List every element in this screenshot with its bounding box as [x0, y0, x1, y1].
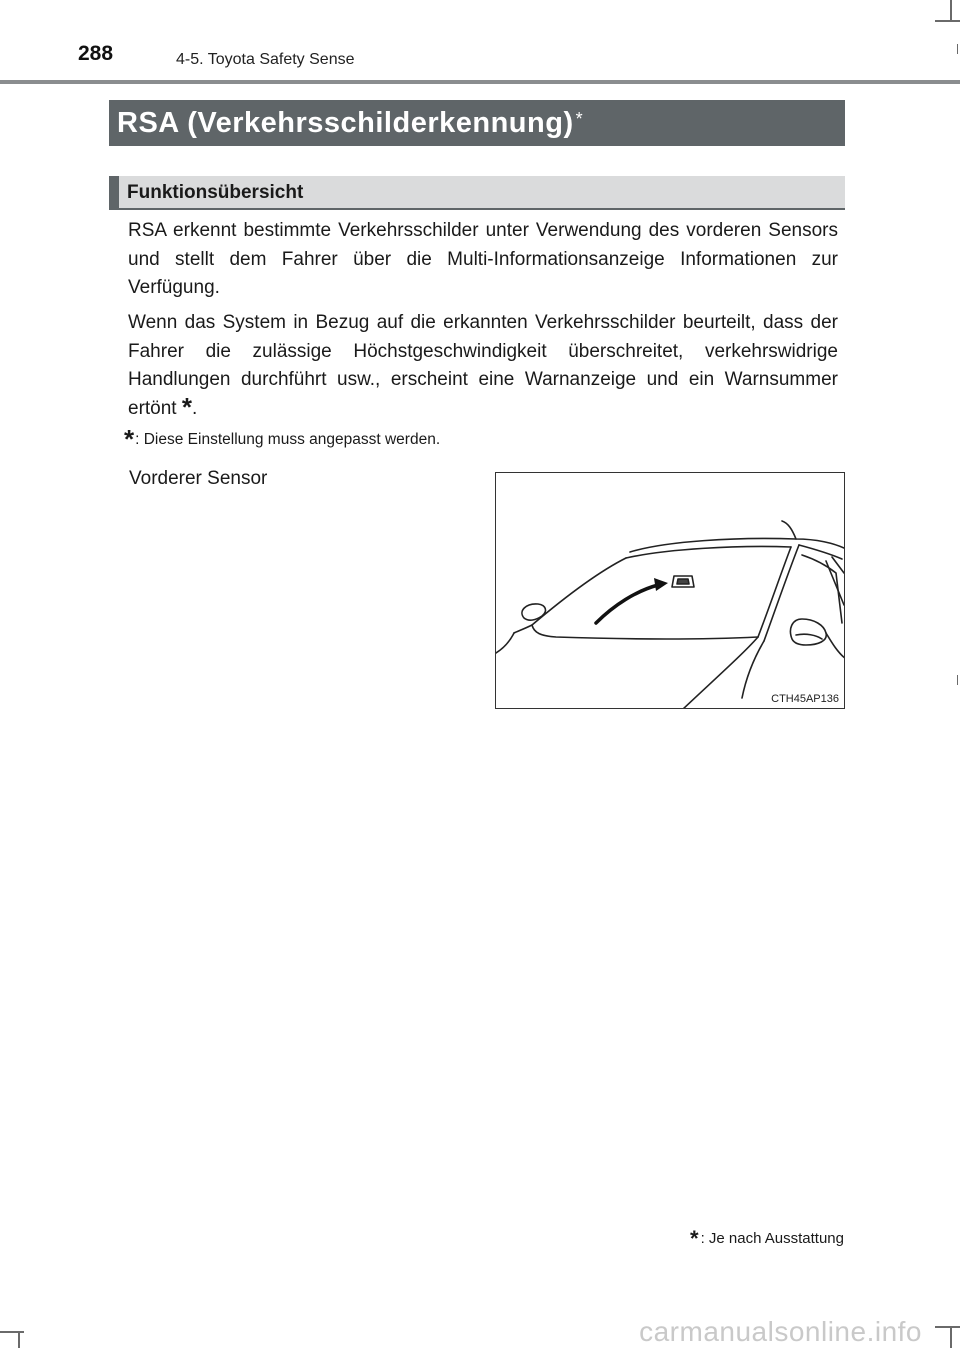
availability-text: : Je nach Ausstattung: [700, 1230, 844, 1247]
crop-mark: [935, 20, 960, 22]
subsection-heading: Funktionsübersicht: [109, 176, 845, 210]
title-marker: *: [575, 109, 584, 129]
page-number: 288: [78, 42, 114, 65]
body-paragraph-2-text: Wenn das System in Bezug auf die erkannten Verkehrsschilder beurteilt, dass der Fahrer die zulässige Höchstgeschwindigkeit überschreitet, verkehrswidrige Handlungen durchführt usw., erscheint eine Warnanzeige und ein Warnsummer ertönt: [128, 312, 838, 419]
header-rule: [0, 80, 960, 84]
availability-marker: *: [690, 1226, 699, 1251]
figure-code: CTH45AP136: [771, 693, 839, 705]
car-windshield-drawing: [496, 473, 845, 709]
watermark: carmanualsonline.info: [639, 1316, 922, 1347]
footnote-text: : Diese Einstellung muss angepasst werden.: [135, 431, 441, 448]
section-path: 4-5. Toyota Safety Sense: [176, 51, 355, 68]
windshield-illustration: [495, 472, 845, 709]
body-paragraph-2: [128, 309, 838, 423]
body-paragraph-2-end: .: [192, 397, 198, 419]
footnote: [124, 424, 441, 454]
crop-mark: [950, 0, 952, 22]
crop-mark: [957, 675, 958, 685]
footnote-marker: *: [124, 424, 135, 454]
crop-mark: [957, 44, 958, 54]
body-paragraph-1: RSA erkennt bestimmte Verkehrsschilder unter Verwendung des vorderen Sensors und stellt dem Fahrer über die Multi-Informationsanzeige Informationen zur Verfügung.: [128, 220, 838, 298]
availability-note: [690, 1226, 844, 1251]
asterisk-marker: *: [181, 391, 192, 422]
page-title: [109, 100, 845, 146]
page-title-text: RSA (Verkehrsschilderkennung): [117, 107, 574, 139]
figure-caption: Vorderer Sensor: [129, 468, 268, 489]
